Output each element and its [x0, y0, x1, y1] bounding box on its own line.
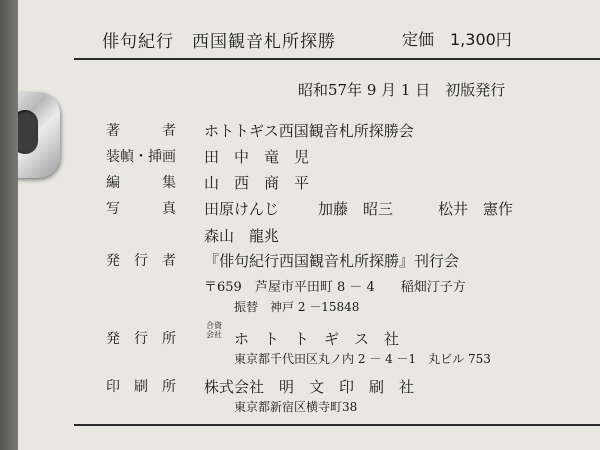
publishing-house-label: 発 行 所 [106, 331, 176, 347]
author-label: 著 者 [106, 123, 176, 139]
publisher-address: 〒659 芦屋市平田町 8 － 4 稲畑汀子方 [204, 280, 466, 295]
printer-value: 株式会社 明 文 印 刷 社 [204, 378, 415, 396]
top-rule [74, 58, 600, 60]
publisher-label: 発 行 者 [106, 253, 176, 269]
photographer-2: 加藤 昭三 [318, 200, 394, 218]
edition-date: 昭和57年 9 月 1 日 初版発行 [298, 81, 506, 99]
binding-value: 田 中 竜 児 [204, 148, 310, 166]
book-title: 俳句紀行 西国観音札所探勝 [102, 32, 336, 52]
binder-clip-hole [18, 110, 38, 154]
company-type-top: 合資 [206, 321, 222, 330]
company-type-mark [204, 321, 224, 339]
publisher-transfer: 振替 神戸 2 －15848 [234, 300, 360, 314]
printer-address: 東京都新宿区横寺町38 [234, 400, 358, 414]
photographer-4: 森山 龍兆 [204, 227, 280, 245]
publisher-value: 『俳句紀行西国観音札所探勝』刊行会 [204, 252, 460, 270]
author-value: ホトトギス西国観音札所探勝会 [204, 122, 414, 140]
photographer-3: 松井 憲作 [438, 200, 514, 218]
company-type-bottom: 会社 [206, 330, 222, 339]
editor-value: 山 西 商 平 [204, 174, 310, 192]
photo-label: 写 真 [106, 201, 176, 217]
bottom-rule [74, 424, 600, 426]
binding-label: 装幀・挿画 [106, 149, 176, 165]
publishing-house-name: ホ ト ト ギ ス 社 [234, 330, 400, 348]
binder-clip [18, 92, 60, 178]
binder-edge [0, 0, 18, 450]
publishing-house-address: 東京都千代田区丸ノ内 2 － 4 －1 丸ビル 753 [234, 352, 491, 366]
colophon-page [18, 0, 600, 450]
editor-label: 編 集 [106, 175, 176, 191]
price: 定価 1,300円 [402, 30, 512, 49]
printer-label: 印 刷 所 [106, 379, 176, 395]
photographer-1: 田原けんじ [204, 200, 280, 218]
